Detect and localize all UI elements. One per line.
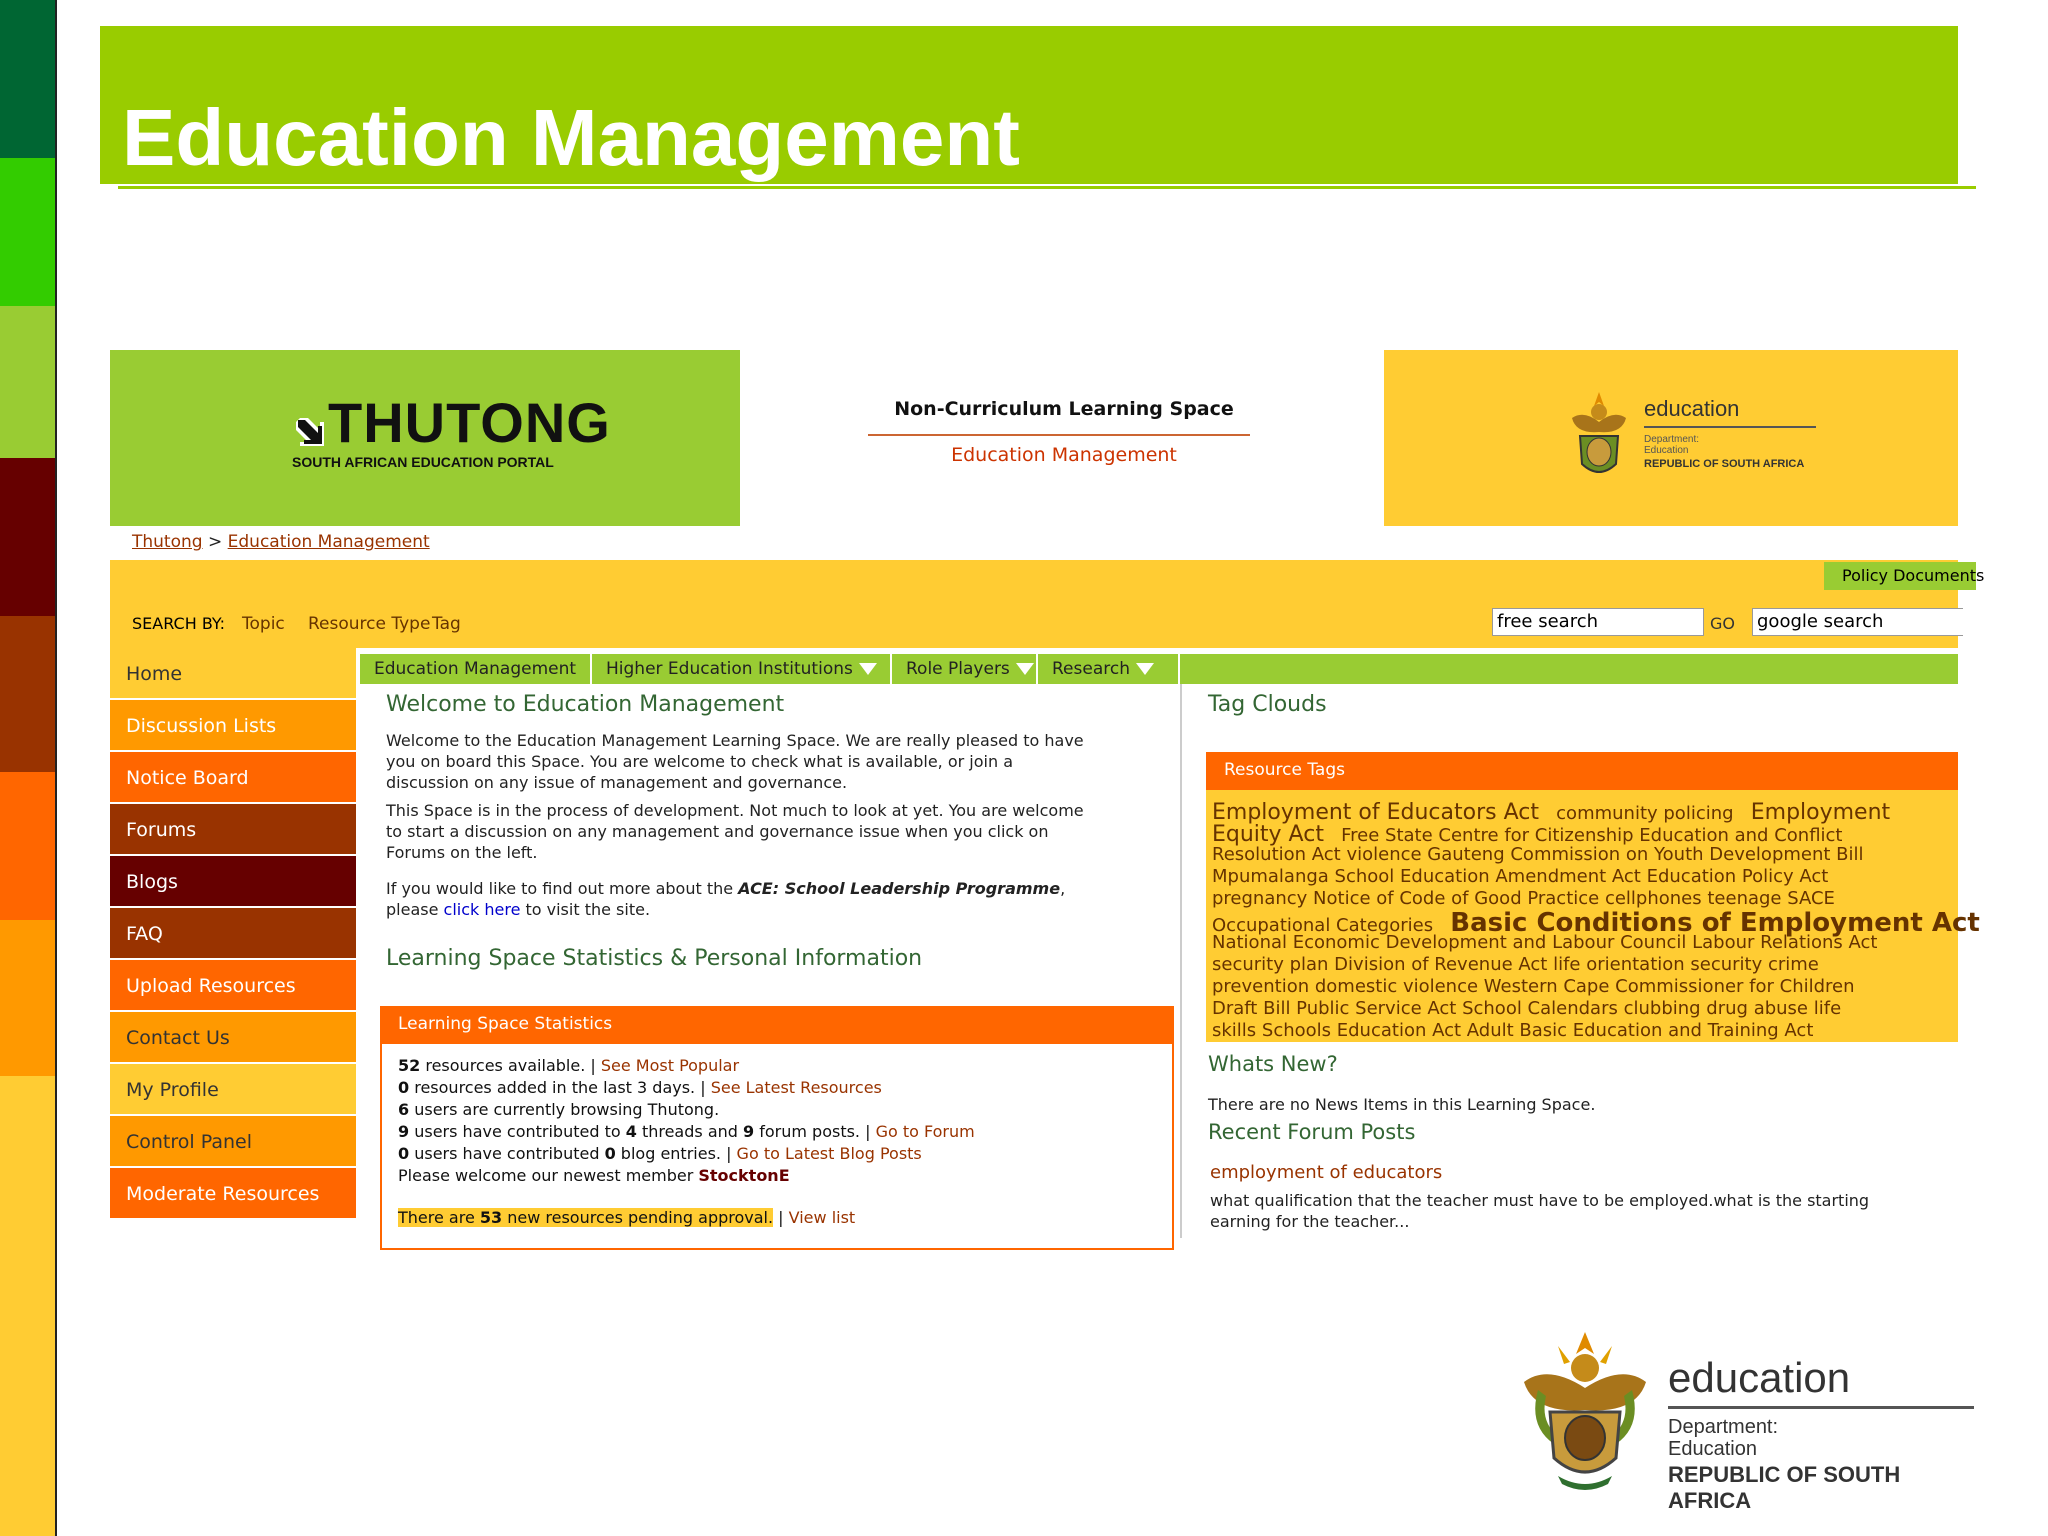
tag-cloud-line[interactable]: skills Schools Education Act Adult Basic Education and Training Act <box>1212 1020 1814 1041</box>
go-button[interactable]: GO <box>1710 614 1735 633</box>
search-by-label: SEARCH BY: <box>132 614 225 633</box>
arrow-down-right-icon <box>296 418 324 446</box>
search-by-resource-type-link[interactable]: Resource Type <box>308 614 431 634</box>
tag-cloud-line[interactable]: pregnancy Notice of Code of Good Practice cellphones teenage SACE <box>1212 888 1835 909</box>
welcome-paragraph-2: This Space is in the process of development. Not much to look at yet. You are welcome to start a discussion on any management and governance issue when you click on Forums on the left. <box>386 801 1084 862</box>
stat-browsing: 6 users are currently browsing Thutong. <box>398 1100 720 1119</box>
tab-role-players[interactable]: Role Players <box>892 654 1038 684</box>
news-text: There are no News Items in this Learning Space. <box>1208 1095 1596 1114</box>
tag-cloud-line[interactable]: National Economic Development and Labour Council Labour Relations Act <box>1212 932 1878 953</box>
see-latest-resources-link[interactable]: See Latest Resources <box>710 1078 882 1097</box>
stripe-amber <box>0 920 55 1076</box>
slide-title: Education Management <box>122 93 1020 182</box>
sidebar-item-home[interactable]: Home <box>110 648 356 700</box>
sidebar-item-faq[interactable]: FAQ <box>110 908 356 960</box>
dropdown-arrow-icon <box>1016 663 1034 675</box>
space-name: Education Management <box>951 444 1177 466</box>
dept-logo-rule <box>1644 426 1816 428</box>
sidebar-item-discussion-lists[interactable]: Discussion Lists <box>110 700 356 752</box>
footer-logo-dept: Department: Education <box>1668 1416 1779 1460</box>
stats-heading: Learning Space Statistics & Personal Information <box>386 946 923 971</box>
stat-pending: There are 53 new resources pending approval. | View list <box>398 1208 856 1227</box>
stripe-brown <box>0 616 55 772</box>
welcome-paragraph-1: Welcome to the Education Management Learning Space. We are really pleased to have you on board this Space. You are welcome to check what is available, or join a discussion on any issue of management and governance. <box>386 731 1084 792</box>
tag-clouds-heading: Tag Clouds <box>1208 692 1327 717</box>
welcome-paragraph-3: If you would like to find out more about the ACE: School Leadership Programme, please click here to visit the site. <box>386 879 1066 919</box>
tag-cloud-line[interactable]: security plan Division of Revenue Act life orientation security crime <box>1212 954 1819 975</box>
stripe-maroon <box>0 458 55 616</box>
sidebar-item-moderate-resources[interactable]: Moderate Resources <box>110 1168 356 1220</box>
space-title-rule <box>868 434 1250 436</box>
view-list-link[interactable]: View list <box>788 1208 856 1227</box>
go-to-latest-blog-posts-link[interactable]: Go to Latest Blog Posts <box>736 1144 922 1163</box>
stat-resources: 52 resources available. | See Most Popular <box>398 1056 740 1075</box>
top-nav-strip <box>110 560 1958 592</box>
forum-post-excerpt: what qualification that the teacher must have to be employed.what is the starting earning for the teacher... <box>1210 1191 1870 1231</box>
stats-box-header: Learning Space Statistics <box>380 1006 1174 1044</box>
thutong-logo-subtitle: SOUTH AFRICAN EDUCATION PORTAL <box>292 454 554 470</box>
stripe-orange <box>0 772 55 920</box>
tag-link[interactable]: Equity Act <box>1212 822 1324 847</box>
space-title: Non-Curriculum Learning Space <box>894 398 1234 420</box>
sidebar-item-notice-board[interactable]: Notice Board <box>110 752 356 804</box>
free-search-input[interactable]: free search <box>1492 608 1704 636</box>
tag-cloud-line[interactable]: prevention domestic violence Western Cape Commissioner for Children <box>1212 976 1855 997</box>
dropdown-arrow-icon <box>1136 663 1154 675</box>
footer-logo-country: REPUBLIC OF SOUTH AFRICA <box>1668 1462 1901 1513</box>
tab-education-management[interactable]: Education Management <box>360 654 592 684</box>
breadcrumb-current-link[interactable]: Education Management <box>227 532 430 552</box>
tab-research[interactable]: Research <box>1038 654 1180 684</box>
tab-higher-education-institutions[interactable]: Higher Education Institutions <box>592 654 892 684</box>
search-by-topic-link[interactable]: Topic <box>242 614 285 634</box>
sidebar-item-upload-resources[interactable]: Upload Resources <box>110 960 356 1012</box>
footer-logo-word: education <box>1668 1354 1851 1401</box>
sidebar-item-forums[interactable]: Forums <box>110 804 356 856</box>
forum-post-title-link[interactable]: employment of educators <box>1210 1162 1443 1183</box>
resource-tags-header: Resource Tags <box>1206 752 1958 790</box>
stripe-bright-green <box>0 158 55 306</box>
thutong-logo-panel <box>110 350 740 526</box>
tag-cloud-line[interactable]: Resolution Act violence Gauteng Commission on Youth Development Bill <box>1212 844 1864 865</box>
see-most-popular-link[interactable]: See Most Popular <box>600 1056 740 1075</box>
title-underline <box>118 186 1976 189</box>
dept-logo-line2: Education <box>1644 445 1689 456</box>
dropdown-arrow-icon <box>859 663 877 675</box>
sidebar-item-blogs[interactable]: Blogs <box>110 856 356 908</box>
recent-forum-posts-heading: Recent Forum Posts <box>1208 1120 1416 1144</box>
dept-logo-word: education <box>1644 396 1740 421</box>
tag-link[interactable]: Occupational Categories <box>1212 915 1434 936</box>
coat-of-arms-icon <box>1566 388 1632 486</box>
breadcrumb <box>132 532 430 552</box>
newest-member-link[interactable]: StocktonE <box>698 1166 790 1185</box>
policy-documents-button[interactable]: Policy Documents <box>1824 562 1976 590</box>
sidebar-item-control-panel[interactable]: Control Panel <box>110 1116 356 1168</box>
footer-logo-rule <box>1668 1406 1974 1409</box>
coat-of-arms-icon <box>1518 1326 1652 1496</box>
tag-link[interactable]: Basic Conditions of Employment Act <box>1450 908 1980 938</box>
stat-blog: 0 users have contributed 0 blog entries. | Go to Latest Blog Posts <box>398 1144 922 1163</box>
tag-link[interactable]: Employment <box>1750 800 1891 825</box>
dept-logo-line3: REPUBLIC OF SOUTH AFRICA <box>1644 458 1805 470</box>
sidebar-item-my-profile[interactable]: My Profile <box>110 1064 356 1116</box>
tag-cloud-line[interactable]: Mpumalanga School Education Amendment Act Education Policy Act <box>1212 866 1829 887</box>
go-to-forum-link[interactable]: Go to Forum <box>875 1122 975 1141</box>
stripe-dark-green <box>0 0 55 158</box>
whats-new-heading: Whats New? <box>1208 1052 1338 1076</box>
stripe-border <box>55 0 57 1536</box>
tag-link[interactable]: community policing <box>1556 803 1734 824</box>
dept-logo-line1: Department: <box>1644 434 1700 445</box>
stripe-lime <box>0 306 55 458</box>
breadcrumb-separator: > <box>207 532 223 552</box>
stat-added: 0 resources added in the last 3 days. | See Latest Resources <box>398 1078 882 1097</box>
footer-dept-logo <box>1518 1326 1978 1513</box>
sidebar-item-contact-us[interactable]: Contact Us <box>110 1012 356 1064</box>
click-here-link[interactable]: click here <box>443 900 521 919</box>
google-search-input[interactable]: google search <box>1752 608 1963 636</box>
stat-newest-member: Please welcome our newest member StocktonE <box>398 1166 790 1185</box>
welcome-heading: Welcome to Education Management <box>386 692 785 717</box>
thutong-logo-text: THUTONG <box>328 391 611 454</box>
stat-forum: 9 users have contributed to 4 threads and 9 forum posts. | Go to Forum <box>398 1122 975 1141</box>
dept-education-logo-panel <box>1384 350 1958 526</box>
slide-title-band <box>100 26 1958 184</box>
search-by-tag-link[interactable]: Tag <box>432 614 461 634</box>
column-divider <box>1180 684 1182 1238</box>
tag-cloud-line[interactable]: Draft Bill Public Service Act School Calendars clubbing drug abuse life <box>1212 998 1842 1019</box>
breadcrumb-home-link[interactable]: Thutong <box>132 532 203 552</box>
portal-screenshot <box>106 350 1985 1238</box>
tag-link[interactable]: Free State Centre for Citizenship Education and Conflict <box>1341 825 1843 846</box>
tag-link[interactable]: Employment of Educators Act <box>1212 800 1539 825</box>
stripe-yellow <box>0 1076 55 1536</box>
